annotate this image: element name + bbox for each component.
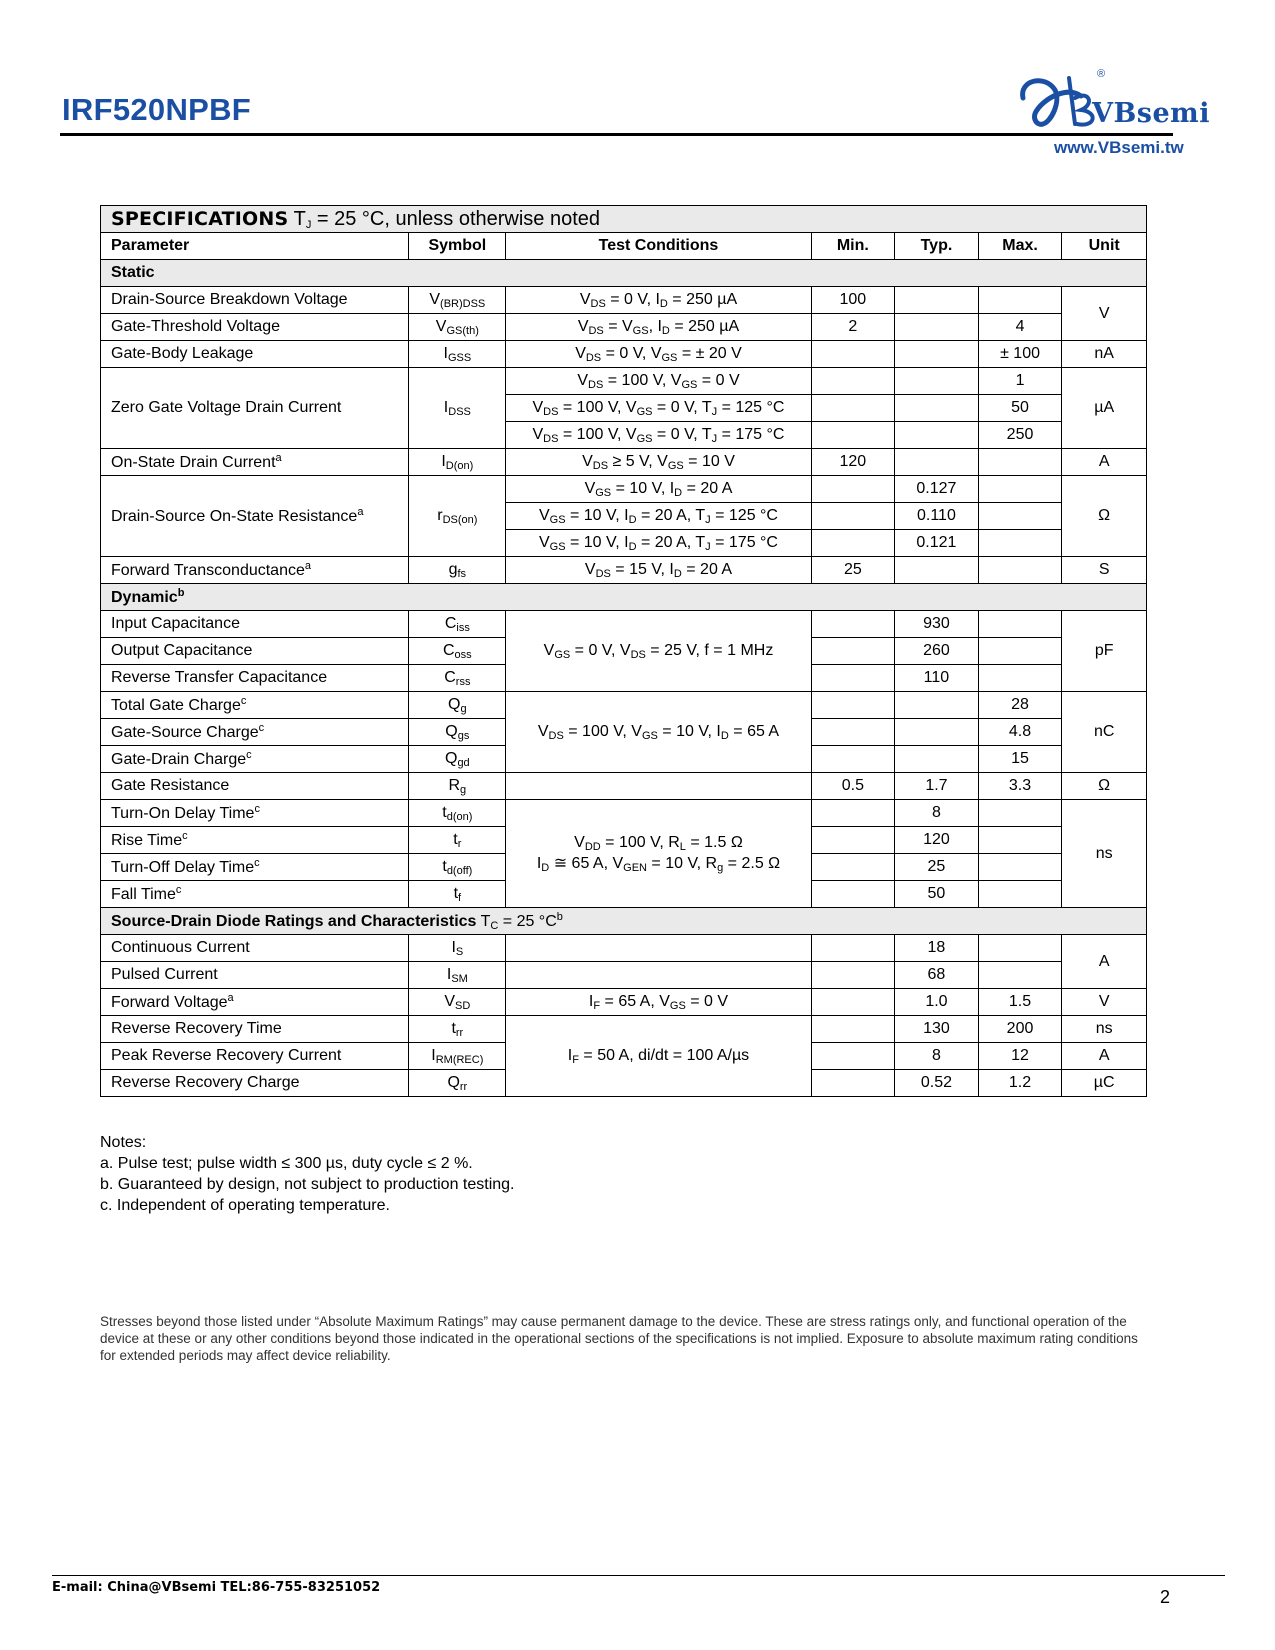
table-row: Drain-Source On-State Resistance$^a$ $r_{DS(on)}$ $V_{GS} = 10$ V, $I_D = 20$ A 0.127 Ω xyxy=(101,476,1147,503)
col-unit: Unit xyxy=(1062,233,1147,260)
table-row: Gate Resistance $R_g$ 0.5 1.7 3.3 Ω xyxy=(101,773,1147,800)
table-row: Gate-Drain Charge$^c$ $Q_{gd}$ 15 xyxy=(101,746,1147,773)
specifications-table xyxy=(100,205,1147,1097)
table-row: $V_{GS} = 10$ V, $I_D = 20$ A, $T_J = 175$ °C 0.121 xyxy=(101,530,1147,557)
table-header-row xyxy=(101,233,1147,260)
notes-title: Notes: xyxy=(100,1134,147,1151)
table-row: Reverse Recovery Time $t_{rr}$ $I_F = 50$ A, di/dt = 100 A/µs 130 200 ns xyxy=(101,1016,1147,1043)
note-a: a. Pulse test; pulse width ≤ 300 µs, duty cycle ≤ 2 %. xyxy=(100,1155,473,1172)
table-row: On-State Drain Current$^a$ $I_{D(on)}$ $V_{DS} \ge 5$ V, $V_{GS} = 10$ V 120 A xyxy=(101,449,1147,476)
table-row: Gate-Body Leakage $I_{GSS}$ $V_{DS} = 0$ V, $V_{GS}$ = ± 20 V ± 100 nA xyxy=(101,341,1147,368)
header-rule xyxy=(60,133,1173,136)
table-row: Forward Transconductance$^a$ $g_{fs}$ $V_{DS} = 15$ V, $I_D = 20$ A 25 S xyxy=(101,557,1147,584)
table-row: Rise Time$^c$ $t_r$ 120 xyxy=(101,827,1147,854)
col-test-conditions: Test Conditions xyxy=(506,233,811,260)
section-dynamic: Dynamic$^b$ xyxy=(101,584,1147,611)
table-row: $V_{GS} = 10$ V, $I_D = 20$ A, $T_J = 125$ °C 0.110 xyxy=(101,503,1147,530)
table-row: Gate-Threshold Voltage $V_{GS(th)}$ $V_{DS} = V_{GS}$, $I_D = 250$ µA 2 4 xyxy=(101,314,1147,341)
table-row: Gate-Source Charge$^c$ $Q_{gs}$ 4.8 xyxy=(101,719,1147,746)
table-row: Forward Voltage$^a$ $V_{SD}$ $I_F = 65$ A, $V_{GS} = 0$ V 1.0 1.5 V xyxy=(101,989,1147,1016)
table-row: Zero Gate Voltage Drain Current $I_{DSS}$ $V_{DS} = 100$ V, $V_{GS} = 0$ V 1 µA xyxy=(101,368,1147,395)
table-row: Turn-Off Delay Time$^c$ $t_{d(off)}$ 25 xyxy=(101,854,1147,881)
stress-disclaimer: Stresses beyond those listed under “Absolute Maximum Ratings” may cause permanent damage to the device. These are stress ratings only, and functional operation of the device at these or any other conditions beyond those indicated in the operational sections of the specifications is not implied. Exposure to absolute maximum rating conditions for extended periods may affect device reliability. xyxy=(100,1314,1138,1363)
section-static: Static xyxy=(101,260,1147,287)
col-min: Min. xyxy=(811,233,895,260)
table-row: $V_{DS} = 100$ V, $V_{GS} = 0$ V, $T_J = 125$ °C 50 xyxy=(101,395,1147,422)
notes-block xyxy=(100,1132,515,1216)
logo-text: VBsemi xyxy=(1092,98,1210,129)
table-row: Drain-Source Breakdown Voltage $V_{(BR)DSS}$ $V_{DS} = 0$ V, $I_D = 250$ µA 100 V xyxy=(101,287,1147,314)
website-link[interactable]: www.VBsemi.tw xyxy=(1054,138,1184,157)
col-typ: Typ. xyxy=(895,233,979,260)
section-diode: Source-Drain Diode Ratings and Characteristics $T_C = 25$ $^\circ C^b$ xyxy=(101,908,1147,935)
table-title: SPECIFICATIONS xyxy=(111,207,289,230)
note-c: c. Independent of operating temperature. xyxy=(100,1197,390,1214)
footer-rule xyxy=(52,1575,1225,1576)
col-max: Max. xyxy=(978,233,1062,260)
note-b: b. Guaranteed by design, not subject to production testing. xyxy=(100,1176,515,1193)
table-title-row: SPECIFICATIONS $T_J = 25$ °C, unless otherwise noted xyxy=(101,206,1147,233)
table-row: Output Capacitance $C_{oss}$ 260 xyxy=(101,638,1147,665)
part-number-title: IRF520NPBF xyxy=(62,92,252,127)
table-row: Fall Time$^c$ $t_f$ 50 xyxy=(101,881,1147,908)
table-row: Reverse Transfer Capacitance $C_{rss}$ 110 xyxy=(101,665,1147,692)
table-row: $V_{DS} = 100$ V, $V_{GS} = 0$ V, $T_J = 175$ °C 250 xyxy=(101,422,1147,449)
table-row: Total Gate Charge$^c$ $Q_g$ $V_{DS} = 100$ V, $V_{GS} = 10$ V, $I_D = 65$ A 28 nC xyxy=(101,692,1147,719)
table-row: Input Capacitance $C_{iss}$ $V_{GS} = 0$ V, $V_{DS} = 25$ V, f = 1 MHz 930 pF xyxy=(101,611,1147,638)
footer-contact: E-mail: China@VBsemi TEL:86-755-83251052 xyxy=(52,1580,381,1595)
page-number: 2 xyxy=(1160,1587,1171,1607)
table-row: Continuous Current $I_S$ 18 A xyxy=(101,935,1147,962)
col-parameter: Parameter xyxy=(101,233,409,260)
table-row: Turn-On Delay Time$^c$ $t_{d(on)}$ $V_{DD} = 100$ V, $R_L = 1.5$ Ω $I_D$ ≅ 65 A, $V_{GEN} = 10$ V, $R_g = 2.5$ Ω 8 ns xyxy=(101,800,1147,827)
table-row: Reverse Recovery Charge $Q_{rr}$ 0.52 1.2 µC xyxy=(101,1070,1147,1097)
table-row: Pulsed Current $I_{SM}$ 68 xyxy=(101,962,1147,989)
col-symbol: Symbol xyxy=(409,233,506,260)
registered-mark: ® xyxy=(1097,68,1106,80)
table-row: Peak Reverse Recovery Current $I_{RM(REC)}$ 8 12 A xyxy=(101,1043,1147,1070)
